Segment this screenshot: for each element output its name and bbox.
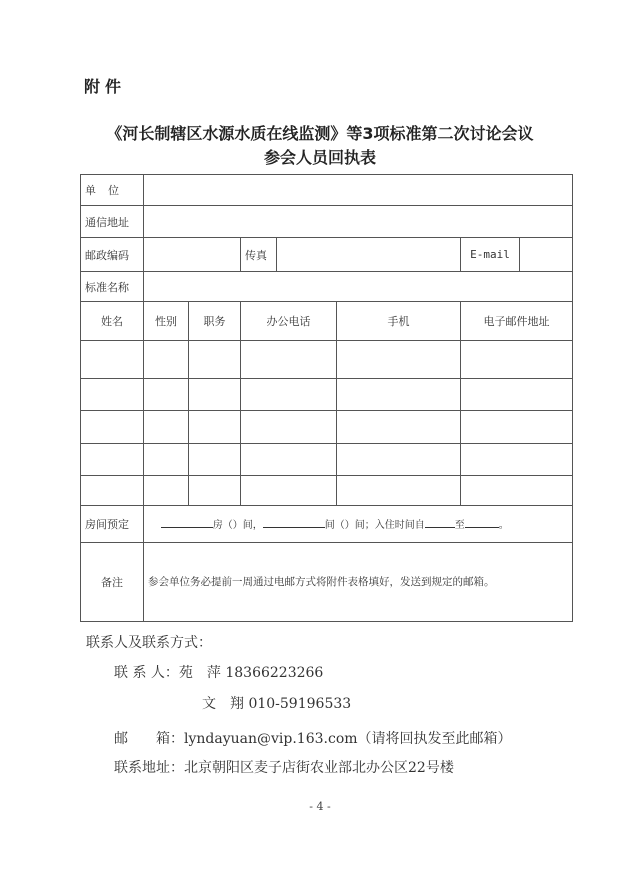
standard-row (81, 272, 573, 302)
columns-header-row (81, 302, 573, 341)
room-text-part2: 间（）间；入住时间自 (324, 520, 425, 532)
table-cell[interactable] (337, 411, 461, 443)
contact-address-label: 联系地址： (114, 760, 184, 776)
table-cell[interactable] (81, 475, 144, 505)
unit-row (81, 175, 573, 206)
room-count-blank[interactable] (161, 517, 213, 528)
contact-address-line (114, 757, 454, 777)
remark-text: 参会单位务必提前一周通过电邮方式将附件表格填好，发送到规定的邮箱。 (144, 542, 573, 621)
table-cell[interactable] (81, 379, 144, 411)
contact-person1: 苑 萍 18366223266 (178, 665, 324, 681)
table-row (81, 475, 573, 505)
table-cell[interactable] (144, 443, 189, 475)
table-cell[interactable] (81, 341, 144, 379)
remark-row (81, 542, 573, 621)
room-label: 房间预定 (81, 505, 144, 542)
table-cell[interactable] (241, 411, 337, 443)
table-cell[interactable] (189, 443, 241, 475)
table-cell[interactable] (461, 411, 573, 443)
table-row (81, 341, 573, 379)
email-label: E-mail (461, 238, 520, 271)
table-cell[interactable] (337, 443, 461, 475)
table-cell[interactable] (144, 341, 189, 379)
table-cell[interactable] (461, 341, 573, 379)
table-cell[interactable] (337, 341, 461, 379)
table-cell[interactable] (241, 443, 337, 475)
col-position: 职务 (189, 302, 241, 341)
registration-form-table (80, 174, 573, 622)
contact-heading: 联系人及联系方式： (86, 635, 212, 651)
standard-field[interactable] (144, 272, 573, 302)
col-name: 姓名 (81, 302, 144, 341)
table-cell[interactable] (461, 443, 573, 475)
contact-person-label: 联 系 人： (114, 665, 179, 681)
contact-email-label: 邮 箱： (114, 731, 184, 747)
room-text-part3: 至 (454, 520, 465, 532)
contact-person-line1 (114, 662, 323, 682)
postcode-row (81, 238, 573, 272)
table-row (81, 411, 573, 443)
table-cell[interactable] (461, 379, 573, 411)
col-email: 电子邮件地址 (461, 302, 573, 341)
unit-label: 单位 (81, 175, 144, 206)
email-row-cell (461, 238, 573, 272)
remark-label: 备注 (81, 542, 144, 621)
room-count-blank-2[interactable] (263, 517, 325, 528)
col-mobile: 手机 (337, 302, 461, 341)
checkin-blank[interactable] (425, 517, 455, 528)
address-field[interactable] (144, 206, 573, 238)
attachment-label: 附件 (84, 77, 127, 96)
table-row (81, 379, 573, 411)
table-cell[interactable] (189, 411, 241, 443)
contact-email-line (114, 728, 512, 748)
table-cell[interactable] (461, 475, 573, 505)
email-field[interactable] (520, 238, 572, 271)
table-cell[interactable] (337, 379, 461, 411)
form-title-line2: 参会人员回执表 (263, 148, 376, 167)
table-cell[interactable] (81, 411, 144, 443)
room-booking-row (81, 505, 573, 542)
address-label: 通信地址 (81, 206, 144, 238)
page-number: - 4 - (309, 800, 331, 813)
col-gender: 性别 (144, 302, 189, 341)
room-booking-text (144, 505, 573, 542)
table-cell[interactable] (241, 379, 337, 411)
table-cell[interactable] (189, 379, 241, 411)
checkout-blank[interactable] (465, 517, 499, 528)
contact-email: lyndayuan@vip.163.com（请将回执发至此邮箱） (184, 731, 512, 747)
form-title-line1: 《河长制辖区水源水质在线监测》等3项标准第二次讨论会议 (106, 124, 534, 143)
table-cell[interactable] (144, 379, 189, 411)
fax-label: 传真 (241, 238, 277, 272)
table-cell[interactable] (144, 411, 189, 443)
fax-field[interactable] (277, 238, 461, 272)
table-row (81, 443, 573, 475)
standard-label: 标准名称 (81, 272, 144, 302)
table-cell[interactable] (189, 475, 241, 505)
table-cell[interactable] (189, 341, 241, 379)
room-text-part4: 。 (498, 520, 509, 532)
room-text-part1: 房（）间， (212, 520, 263, 532)
table-cell[interactable] (337, 475, 461, 505)
unit-field[interactable] (144, 175, 573, 206)
table-cell[interactable] (241, 341, 337, 379)
postcode-field[interactable] (144, 238, 241, 272)
col-office-phone: 办公电话 (241, 302, 337, 341)
address-row (81, 206, 573, 238)
contact-address: 北京朝阳区麦子店街农业部北办公区22号楼 (184, 760, 454, 776)
table-cell[interactable] (241, 475, 337, 505)
postcode-label: 邮政编码 (81, 238, 144, 272)
contact-person2: 文 翔 010-59196533 (202, 696, 352, 712)
table-cell[interactable] (144, 475, 189, 505)
table-cell[interactable] (81, 443, 144, 475)
